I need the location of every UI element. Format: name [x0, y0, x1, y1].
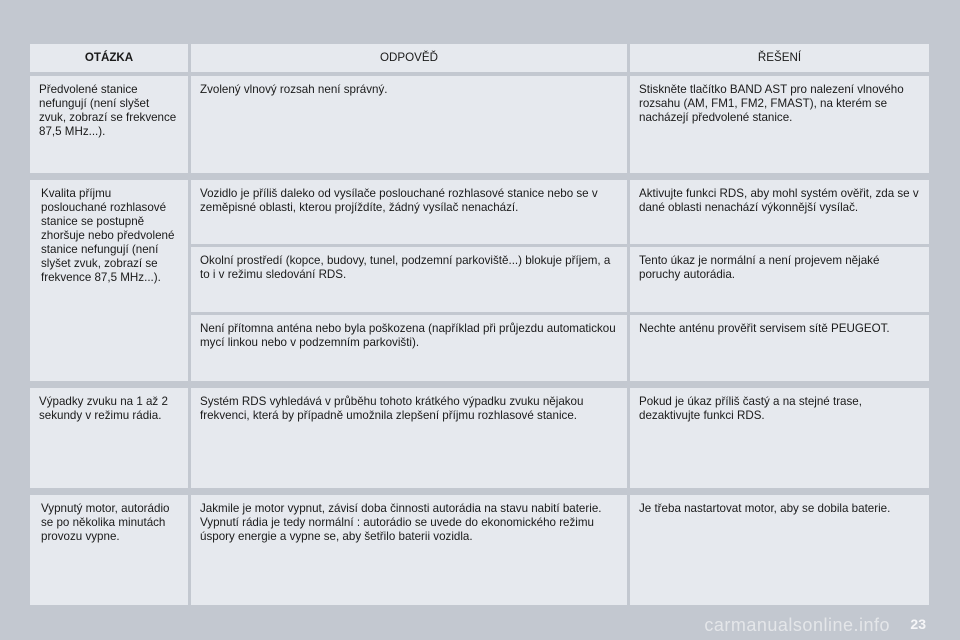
- header-answer: ODPOVĚĎ: [191, 44, 627, 72]
- table-row: [30, 495, 929, 605]
- question-cell: Kvalita příjmu poslouchané rozhlasové stanice se postupně zhoršuje nebo předvolené stanice nefungují (není slyšet zvuk, zobrazí se frekvence 87,5 MHz...).: [30, 180, 188, 381]
- header-question: OTÁZKA: [30, 44, 188, 72]
- table-row: [191, 247, 929, 312]
- question-cell: Předvolené stanice nefungují (není slyšet zvuk, zobrazí se frekvence 87,5 MHz...).: [30, 76, 188, 173]
- solution-cell: Je třeba nastartovat motor, aby se dobila baterie.: [630, 495, 929, 605]
- page-number: 23: [910, 616, 926, 632]
- solution-cell: Tento úkaz je normální a není projevem nějaké poruchy autorádia.: [630, 247, 929, 312]
- header-solution: ŘEŠENÍ: [630, 44, 929, 72]
- answer-cell: Jakmile je motor vypnut, závisí doba činnosti autorádia na stavu nabití baterie. Vypnutí rádia je tedy normální : autorádio se uvede do ekonomického režimu úspory energie a vypne se, aby šetřilo baterii vozidla.: [191, 495, 627, 605]
- table-row: [30, 388, 929, 488]
- table-row-group: [30, 180, 929, 381]
- answer-cell: Systém RDS vyhledává v průběhu tohoto krátkého výpadku zvuku nějakou frekvenci, která by případně umožnila zlepšení příjmu rozhlasové stanice.: [191, 388, 627, 488]
- question-cell: Výpadky zvuku na 1 až 2 sekundy v režimu rádia.: [30, 388, 188, 488]
- solution-cell: Stiskněte tlačítko BAND AST pro nalezení vlnového rozsahu (AM, FM1, FM2, FMAST), na kterém se nacházejí předvolené stanice.: [630, 76, 929, 173]
- solution-cell: Aktivujte funkci RDS, aby mohl systém ověřit, zda se v dané oblasti nenachází výkonnější vysílač.: [630, 180, 929, 244]
- answer-cell: Zvolený vlnový rozsah není správný.: [191, 76, 627, 173]
- table-row: [191, 180, 929, 244]
- table-row: [30, 76, 929, 173]
- answer-cell: Není přítomna anténa nebo byla poškozena (například při průjezdu automatickou mycí linkou nebo v podzemním parkovišti).: [191, 315, 627, 381]
- answer-cell: Okolní prostředí (kopce, budovy, tunel, podzemní parkoviště...) blokuje příjem, a to i v režimu sledování RDS.: [191, 247, 627, 312]
- troubleshooting-table: [30, 44, 929, 605]
- table-row: [191, 315, 929, 381]
- answer-cell: Vozidlo je příliš daleko od vysílače poslouchané rozhlasové stanice nebo se v zeměpisné oblasti, kterou projíždíte, žádný vysílač nenachází.: [191, 180, 627, 244]
- watermark: carmanualsonline.info: [704, 615, 890, 635]
- question-cell: Vypnutý motor, autorádio se po několika minutách provozu vypne.: [30, 495, 188, 605]
- table-header: [30, 44, 929, 72]
- solution-cell: Pokud je úkaz příliš častý a na stejné trase, dezaktivujte funkci RDS.: [630, 388, 929, 488]
- sub-rows: [191, 180, 929, 381]
- solution-cell: Nechte anténu prověřit servisem sítě PEUGEOT.: [630, 315, 929, 381]
